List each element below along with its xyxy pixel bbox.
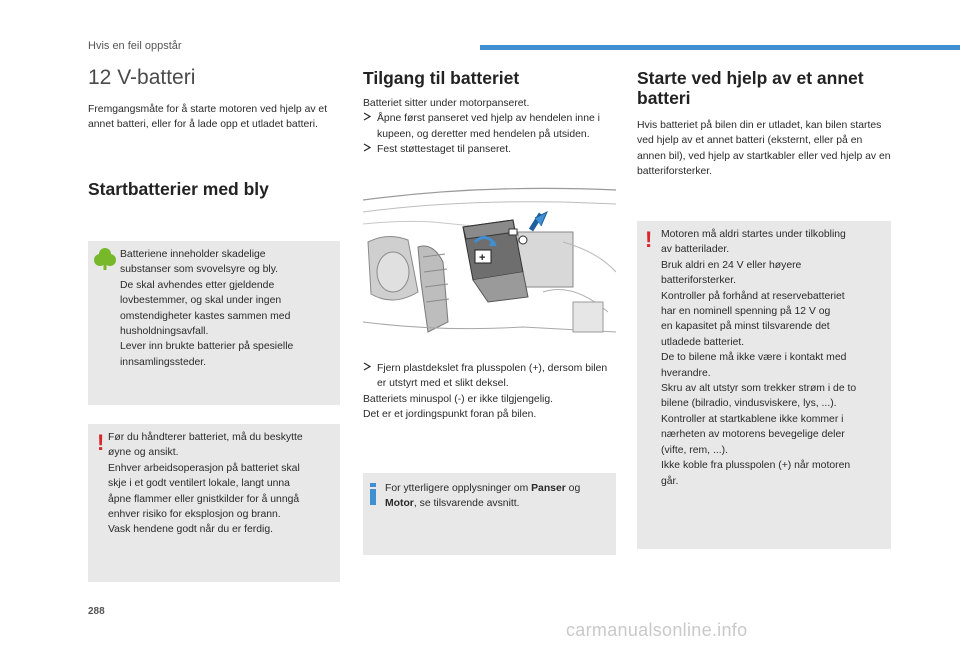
warning-box-handling: [88, 424, 340, 582]
warning-handling-text: Før du håndterer batteriet, må du beskytte øyne og ansikt. Enhver arbeidsoperasjon på batteriet skal skje i et godt ventilert lokale, langt unna åpne flammer eller gnistkilder for å unngå enhver risiko for eksplosjon og brann. Vask hendene godt når du er ferdig.: [108, 432, 303, 536]
column-right: [637, 62, 892, 180]
section-title-access-battery: Tilgang til batteriet: [363, 68, 520, 88]
access-intro: Batteriet sitter under motorpanseret.: [363, 98, 530, 109]
minus-pole-paragraph: Batteriets minuspol (-) er ikke tilgjengelig. Det er et jordingspunkt foran på bilen.: [363, 393, 553, 421]
intro-paragraph: Fremgangsmåte for å starte motoren ved hjelp av et annet batteri, eller for å lade opp et utladet batteri.: [88, 104, 328, 131]
info-icon: [369, 483, 377, 505]
tree-icon: [94, 247, 116, 271]
step-arrow-icon: [363, 361, 377, 392]
step-arrow-icon: [363, 142, 377, 157]
running-header: Hvis en feil oppstår: [88, 40, 182, 52]
jump-start-intro: Hvis batteriet på bilen din er utladet, kan bilen startes ved hjelp av et annet batteri (eksternt, eller på en annen bil), ved hjelp av startkabler eller ved hjelp av en batteriforsterker.: [637, 120, 891, 178]
section-title-lead-batteries: Startbatterier med bly: [88, 178, 269, 199]
header-accent-bar: [480, 45, 960, 50]
page-title: 12 V-batteri: [88, 66, 196, 89]
column-middle: [363, 62, 616, 158]
step-remove-cover: Fjern plastdekslet fra plusspolen (+), dersom bilen er utstyrt med et slikt deksel.: [363, 361, 616, 392]
watermark: carmanualsonline.info: [566, 620, 748, 640]
environment-note-text: Batteriene inneholder skadelige substanser som svovelsyre og bly. De skal avhendes etter gjeldende lovbestemmer, og skal under ingen omstendigheter kastes sammen med husholdningsavfall. Lever inn brukte batterier på spesielle innsamlingssteder.: [120, 249, 294, 368]
svg-text:+: +: [479, 252, 486, 264]
info-text: For ytterligere opplysninger om Panser og Motor, se tilsvarende avsnitt.: [385, 483, 581, 510]
environment-note-box: [88, 241, 340, 405]
step-arrow-icon: [363, 111, 377, 142]
info-box-hood-engine: [363, 473, 616, 555]
warning-jump-start-text: Motoren må aldri startes under tilkobling av batterilader. Bruk aldri en 24 V eller høyere batteriforsterker. Kontroller på forhånd at reservebatteriet har en nominell spenning på 12 V og en kapasitet på minst tilsvarende det utladede batteriet. De to bilene må ikke være i kontakt med hverandre. Skru av alt utstyr som trekker strøm i de to bilene (bilradio, vindusviskere, lys, ...). Kontroller at startkablene ikke kommer i nærheten av motorens bevegelige deler (vifte, rem, ...). Ikke koble fra plusspolen (+) når motoren går.: [661, 229, 857, 487]
column-left: [88, 62, 340, 199]
warning-exclamation-icon: !: [97, 430, 105, 455]
page-number: 288: [88, 606, 105, 617]
warning-box-jump-start: [637, 221, 891, 549]
step-fix-stay: Fest støttestaget til panseret.: [363, 142, 616, 157]
step-open-hood: Åpne først panseret ved hjelp av hendelen inne i kupeen, og deretter med hendelen på utsiden.: [363, 111, 616, 142]
warning-exclamation-icon: !: [645, 227, 653, 252]
section-title-jump-start: Starte ved hjelp av et annet batteri: [637, 68, 864, 108]
column-middle-lower: [363, 361, 616, 423]
engine-bay-illustration: [363, 182, 616, 350]
